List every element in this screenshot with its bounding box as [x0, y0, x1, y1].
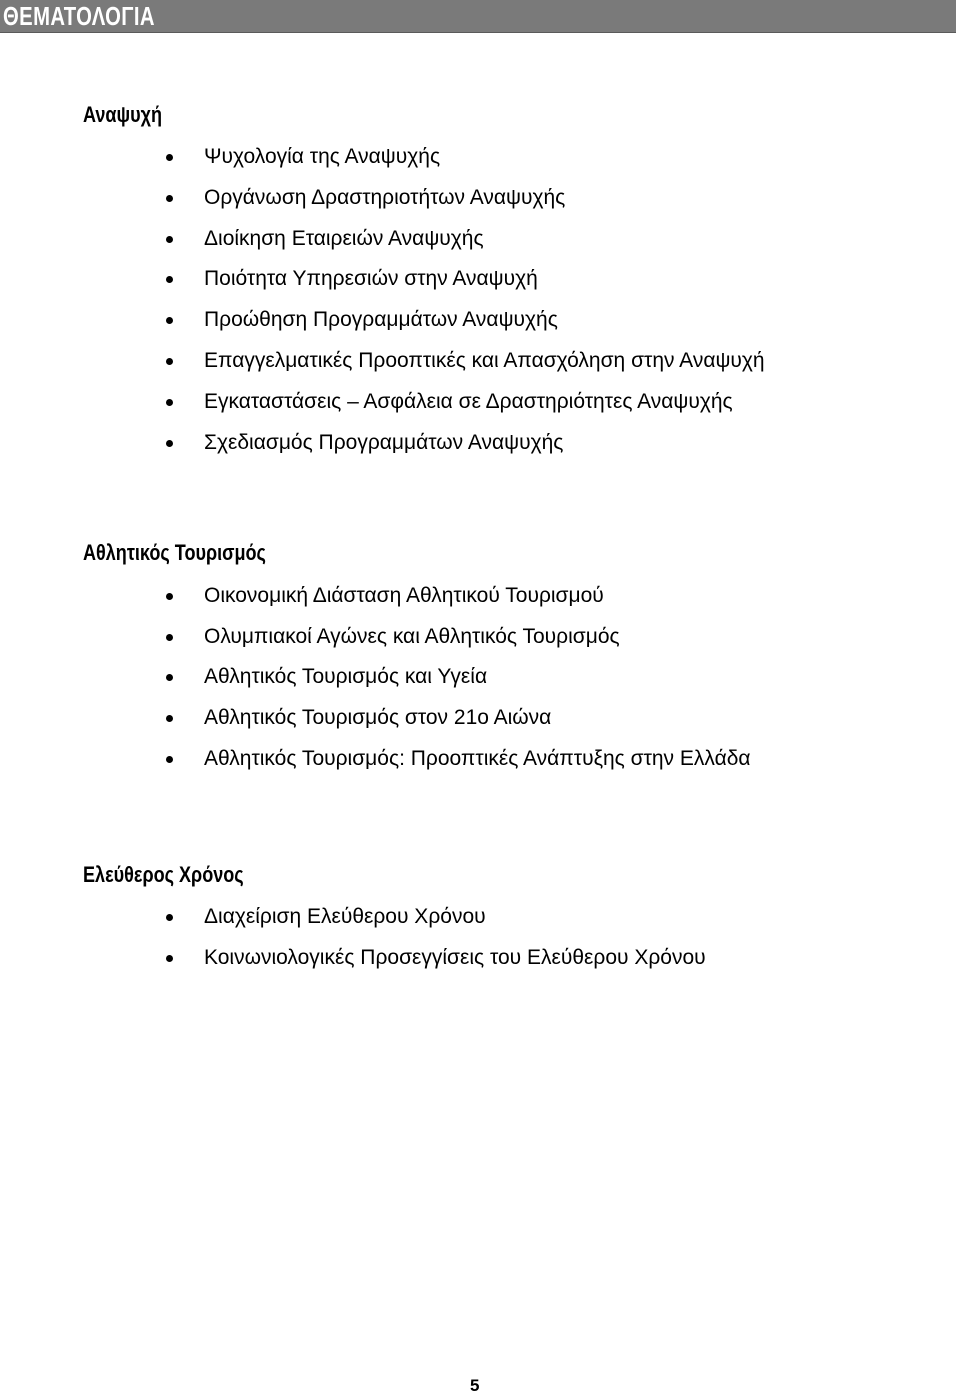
- list-item-text: Ποιότητα Υπηρεσιών στην Αναψυχή: [204, 267, 538, 290]
- bullet-icon: [166, 593, 173, 600]
- list-item-text: Σχεδιασμός Προγραμμάτων Αναψυχής: [204, 431, 564, 454]
- bullet-icon: [166, 276, 173, 283]
- bullet-icon: [166, 914, 173, 921]
- list-item: [0, 301, 960, 342]
- list-item-text: Επαγγελματικές Προοπτικές και Απασχόληση στην Αναψυχή: [204, 349, 765, 372]
- list-item-text: Ολυμπιακοί Αγώνες και Αθλητικός Τουρισμός: [204, 625, 620, 648]
- list-item: [0, 658, 960, 699]
- bullet-icon: [166, 236, 173, 243]
- list-item: [0, 383, 960, 424]
- bullet-icon: [166, 634, 173, 641]
- list-item: [0, 939, 960, 980]
- list-item: [0, 179, 960, 220]
- page-title: ΘΕΜΑΤΟΛΟΓΙΑ: [3, 1, 155, 31]
- list-item-text: Αθλητικός Τουρισμός και Υγεία: [204, 665, 488, 688]
- section-heading: Ελεύθερος Χρόνος: [83, 862, 244, 887]
- list-item-text: Ψυχολογία της Αναψυχής: [204, 145, 441, 168]
- bullet-icon: [166, 154, 173, 161]
- list-item: [0, 220, 960, 261]
- list-item-text: Αθλητικός Τουρισμός στον 21ο Αιώνα: [204, 706, 552, 729]
- list-item-text: Διοίκηση Εταιρειών Αναψυχής: [204, 227, 484, 250]
- bullet-icon: [166, 358, 173, 365]
- bullet-icon: [166, 399, 173, 406]
- list-item-text: Διαχείριση Ελεύθερου Χρόνου: [204, 905, 486, 928]
- bullet-icon: [166, 756, 173, 763]
- bullet-icon: [166, 715, 173, 722]
- list-item: [0, 740, 960, 781]
- list-item: [0, 260, 960, 301]
- bullet-icon: [166, 195, 173, 202]
- list-item-text: Αθλητικός Τουρισμός: Προοπτικές Ανάπτυξης στην Ελλάδα: [204, 747, 751, 770]
- list-item-text: Οικονομική Διάσταση Αθλητικού Τουρισμού: [204, 584, 604, 607]
- list-item-text: Οργάνωση Δραστηριοτήτων Αναψυχής: [204, 186, 566, 209]
- header-bar: [0, 0, 956, 33]
- list-item: [0, 424, 960, 465]
- section-heading: Αναψυχή: [83, 102, 162, 127]
- section-heading: Αθλητικός Τουρισμός: [83, 540, 266, 565]
- bullet-icon: [166, 440, 173, 447]
- list-item: [0, 342, 960, 383]
- list-item: [0, 577, 960, 618]
- page-number: 5: [470, 1376, 480, 1395]
- bullet-icon: [166, 317, 173, 324]
- list-item: [0, 699, 960, 740]
- list-item: [0, 618, 960, 659]
- list-item: [0, 138, 960, 179]
- list-item-text: Κοινωνιολογικές Προσεγγίσεις του Ελεύθερου Χρόνου: [204, 946, 706, 969]
- bullet-icon: [166, 674, 173, 681]
- list-item-text: Προώθηση Προγραμμάτων Αναψυχής: [204, 308, 558, 331]
- list-item-text: Εγκαταστάσεις – Ασφάλεια σε Δραστηριότητες Αναψυχής: [204, 390, 733, 413]
- bullet-icon: [166, 955, 173, 962]
- list-item: [0, 898, 960, 939]
